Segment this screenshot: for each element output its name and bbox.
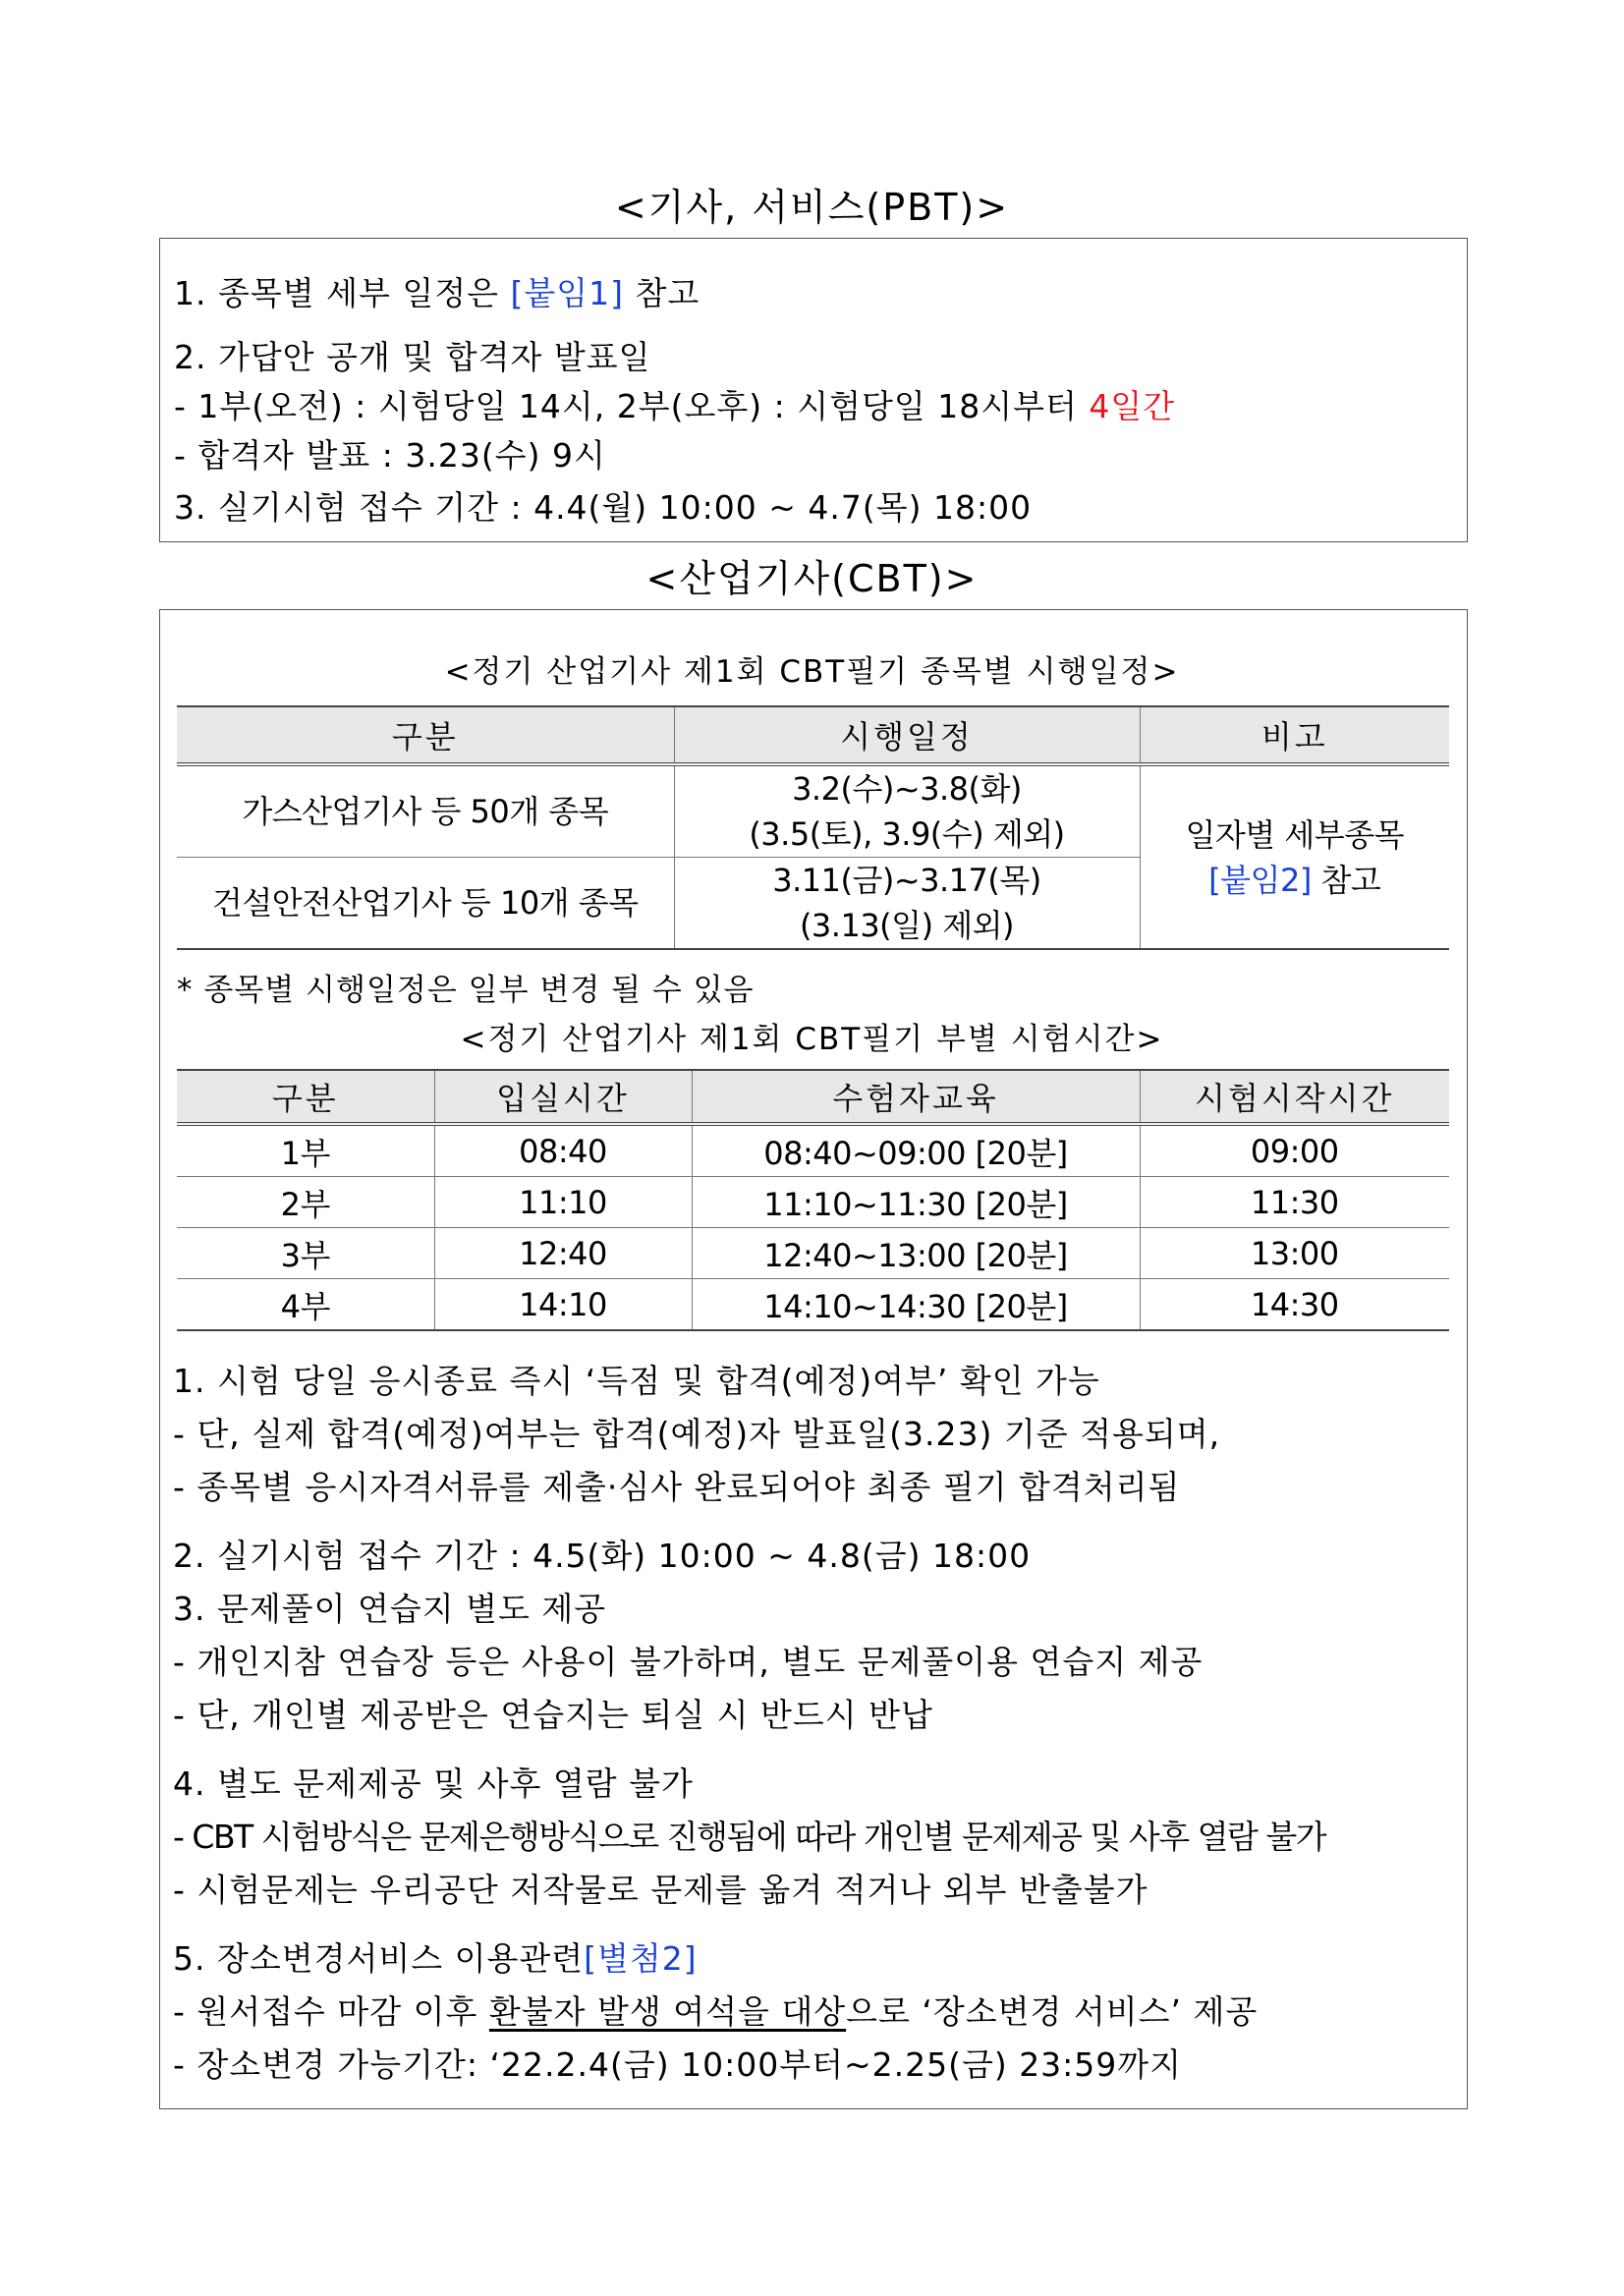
cbt-note-5-sub-1-text: - 원서접수 마감 이후 [173, 1992, 489, 2031]
entry-time-cell: 08:40 [434, 1124, 692, 1177]
cbt-note-2: 2. 실기시험 접수 기간 : 4.5(화) 10:00 ~ 4.8(금) 18:00 [173, 1537, 1032, 1575]
schedule-date-exclusion: (3.5(토), 3.9(수) 제외) [749, 815, 1065, 853]
pbt-item-2-sub-2: - 합격자 발표 : 3.23(수) 9시 [174, 436, 606, 475]
orientation-cell: 08:40~09:00 [20분] [692, 1124, 1140, 1177]
cbt-note-3-sub-2: - 단, 개인별 제공받은 연습지는 퇴실 시 반드시 반납 [173, 1696, 933, 1734]
cbt-note-5-text: 5. 장소변경서비스 이용관련 [173, 1939, 585, 1978]
schedule-table-caption: <정기 산업기사 제1회 CBT필기 종목별 시행일정> [444, 654, 1180, 690]
time-header-entry: 입실시간 [434, 1070, 692, 1124]
session-cell: 3부 [177, 1228, 434, 1279]
schedule-date-exclusion: (3.13(일) 제외) [799, 907, 1015, 944]
start-time-cell: 13:00 [1140, 1228, 1449, 1279]
table-row [177, 764, 1449, 858]
pbt-item-2-sub-1-text: - 1부(오전) : 시험당일 14시, 2부(오후) : 시험당일 18시부터 [174, 387, 1090, 425]
entry-time-cell: 12:40 [434, 1228, 692, 1279]
table-row [177, 1124, 1449, 1177]
cbt-note-3-sub-1: - 개인지참 연습장 등은 사용이 불가하며, 별도 문제풀이용 연습지 제공 [173, 1643, 1204, 1681]
duration-highlight: 4일간 [1089, 387, 1176, 425]
schedule-header-note: 비고 [1140, 706, 1449, 764]
pbt-item-1 [174, 268, 700, 314]
appendix-2-ref: [별첨2] [584, 1939, 698, 1978]
pbt-item-3: 3. 실기시험 접수 기간 : 4.4(월) 10:00 ~ 4.7(목) 18:00 [174, 488, 1033, 527]
schedule-note-suffix: 참고 [1311, 861, 1381, 899]
table-row [177, 1279, 1449, 1331]
entry-time-cell: 14:10 [434, 1279, 692, 1331]
attachment-2-ref: [붙임2] [1208, 861, 1312, 899]
schedule-note-line-1: 일자별 세부종목 [1185, 815, 1405, 854]
schedule-header-category: 구분 [177, 706, 674, 764]
schedule-category: 가스산업기사 등 50개 종목 [177, 764, 674, 858]
session-cell: 2부 [177, 1177, 434, 1228]
cbt-note-3: 3. 문제풀이 연습지 별도 제공 [173, 1590, 607, 1628]
start-time-cell: 11:30 [1140, 1177, 1449, 1228]
cbt-note-5 [173, 1933, 698, 1980]
orientation-cell: 14:10~14:30 [20분] [692, 1279, 1140, 1331]
cbt-note-1-sub-1: - 단, 실제 합격(예정)여부는 합격(예정)자 발표일(3.23) 기준 적용되며, [173, 1415, 1221, 1453]
time-header-session: 구분 [177, 1070, 434, 1124]
attachment-1-ref: [붙임1] [510, 274, 624, 312]
schedule-note [1140, 764, 1449, 949]
start-time-cell: 09:00 [1140, 1124, 1449, 1177]
cbt-note-5-sub-1-suffix: 으로 ‘장소변경 서비스’ 제공 [846, 1992, 1259, 2031]
pbt-item-2-sub-1 [174, 381, 1175, 427]
pbt-item-1-text: 1. 종목별 세부 일정은 [174, 274, 511, 312]
table-row [177, 1228, 1449, 1279]
schedule-header-date: 시행일정 [674, 706, 1140, 764]
cbt-note-5-sub-2: - 장소변경 가능기간: ‘22.2.4(금) 10:00부터~2.25(금) 23:59까지 [173, 2045, 1183, 2084]
cbt-note-1-sub-2: - 종목별 응시자격서류를 제출·심사 완료되어야 최종 필기 합격처리됨 [173, 1468, 1181, 1506]
schedule-category: 건설안전산업기사 등 10개 종목 [177, 858, 674, 950]
start-time-cell: 14:30 [1140, 1279, 1449, 1331]
time-header-orientation: 수험자교육 [692, 1070, 1140, 1124]
time-table [177, 1069, 1449, 1331]
schedule-date [674, 764, 1140, 858]
cbt-note-4-sub-2: - 시험문제는 우리공단 저작물로 문제를 옮겨 적거나 외부 반출불가 [173, 1871, 1148, 1909]
time-table-header [177, 1070, 1449, 1124]
cbt-note-4-sub-1: - CBT 시험방식은 문제은행방식으로 진행됨에 따라 개인별 문제제공 및 사후 열람 불가 [173, 1818, 1326, 1856]
pbt-item-2: 2. 가답안 공개 및 합격자 발표일 [174, 338, 651, 376]
orientation-cell: 12:40~13:00 [20분] [692, 1228, 1140, 1279]
cbt-note-4: 4. 별도 문제제공 및 사후 열람 불가 [173, 1764, 694, 1803]
cbt-note-5-sub-1 [173, 1987, 1258, 2033]
schedule-date-range: 3.2(수)~3.8(화) [792, 770, 1022, 808]
cbt-title: <산업기사(CBT)> [645, 557, 979, 600]
schedule-table [177, 705, 1449, 950]
session-cell: 1부 [177, 1124, 434, 1177]
table-row [177, 1177, 1449, 1228]
schedule-table-header [177, 706, 1449, 764]
schedule-note-line-2 [1141, 858, 1450, 903]
entry-time-cell: 11:10 [434, 1177, 692, 1228]
pbt-title: <기사, 서비스(PBT)> [614, 186, 1010, 229]
session-cell: 4부 [177, 1279, 434, 1331]
orientation-cell: 11:10~11:30 [20분] [692, 1177, 1140, 1228]
time-table-caption: <정기 산업기사 제1회 CBT필기 부별 시험시간> [460, 1022, 1164, 1057]
underlined-phrase: 환불자 발생 여석을 대상 [488, 1992, 847, 2031]
schedule-date [674, 858, 1140, 950]
pbt-item-1-suffix: 참고 [623, 274, 700, 312]
schedule-date-range: 3.11(금)~3.17(목) [772, 862, 1041, 899]
time-header-start: 시험시작시간 [1140, 1070, 1449, 1124]
cbt-note-1: 1. 시험 당일 응시종료 즉시 ‘득점 및 합격(예정)여부’ 확인 가능 [173, 1362, 1100, 1400]
schedule-footnote: * 종목별 시행일정은 일부 변경 될 수 있음 [177, 973, 755, 1008]
pbt-box [159, 238, 1468, 542]
